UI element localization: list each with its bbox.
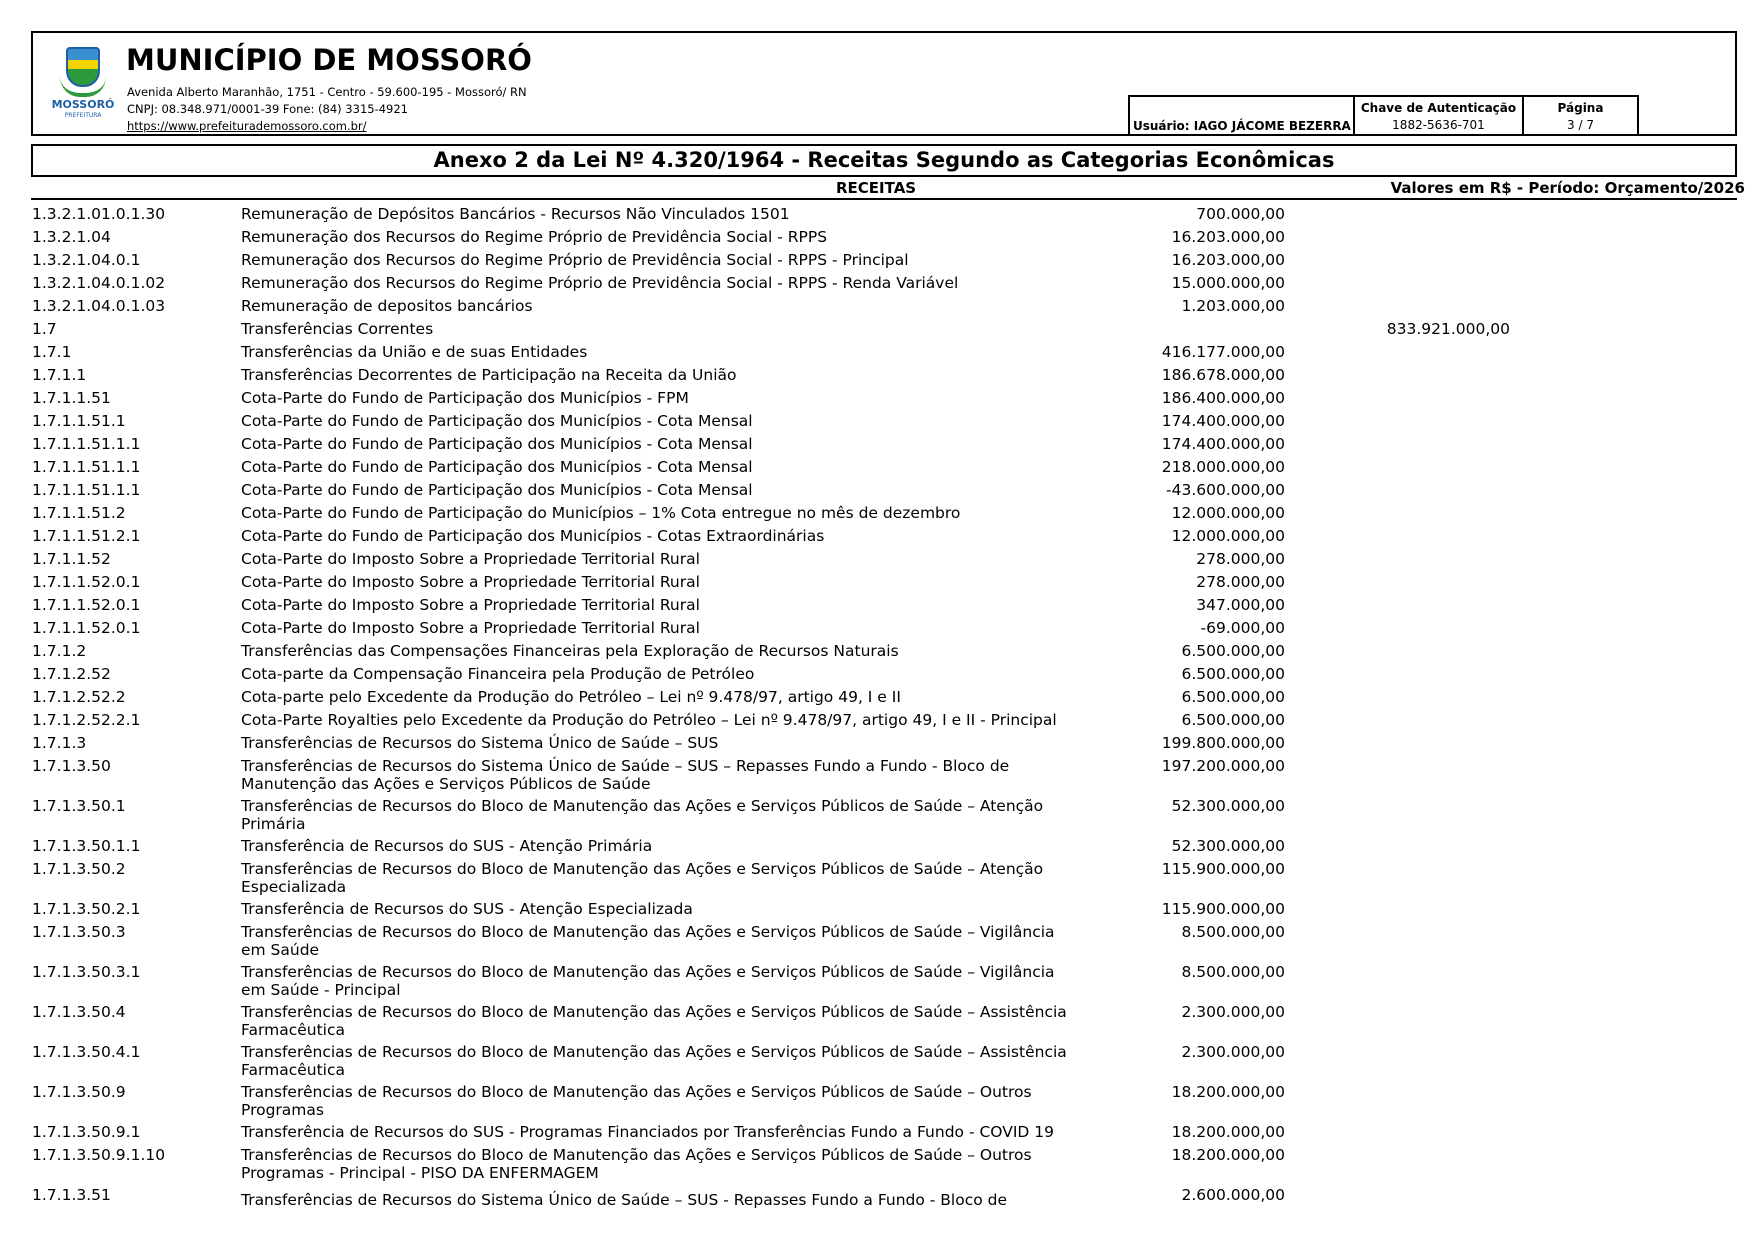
row-description: Transferências de Recursos do Bloco de Manutenção das Ações e Serviços Públicos de Saúde – Assistência Farmacêutica	[241, 1043, 1067, 1079]
table-row	[0, 640, 1755, 663]
row-code: 1.7.1.2	[32, 642, 87, 660]
table-row	[0, 341, 1755, 364]
table-row	[0, 1144, 1755, 1184]
row-code: 1.7.1.1.52.0.1	[32, 596, 141, 614]
auth-key-label: Chave de Autenticação	[1360, 101, 1517, 115]
row-value: 6.500.000,00	[1181, 688, 1285, 706]
row-description: Transferências de Recursos do Bloco de Manutenção das Ações e Serviços Públicos de Saúde – Outros Programas	[241, 1083, 1032, 1119]
row-description: Transferências da União e de suas Entidades	[241, 343, 588, 361]
row-value: 2.300.000,00	[1181, 1043, 1285, 1061]
row-value: 197.200.000,00	[1161, 757, 1285, 775]
website-link[interactable]: https://www.prefeiturademossoro.com.br/	[127, 119, 367, 133]
table-row	[0, 364, 1755, 387]
row-code: 1.7.1.3.50	[32, 757, 111, 775]
table-row	[0, 795, 1755, 835]
table-row	[0, 410, 1755, 433]
row-code: 1.7.1.3.50.4.1	[32, 1043, 141, 1061]
row-description: Cota-Parte do Imposto Sobre a Propriedade Territorial Rural	[241, 573, 700, 591]
table-row	[0, 732, 1755, 755]
row-code: 1.7.1.1.52	[32, 550, 111, 568]
row-value: 8.500.000,00	[1181, 923, 1285, 941]
row-description: Transferência de Recursos do SUS - Programas Financiados por Transferências Fundo a Fundo - COVID 19	[241, 1123, 1054, 1141]
table-row	[0, 249, 1755, 272]
row-code: 1.3.2.1.01.0.1.30	[32, 205, 166, 223]
row-value: -43.600.000,00	[1166, 481, 1285, 499]
row-description: Transferências de Recursos do Bloco de Manutenção das Ações e Serviços Públicos de Saúde – Assistência Farmacêutica	[241, 1003, 1067, 1039]
row-value: 6.500.000,00	[1181, 665, 1285, 683]
row-value: 186.400.000,00	[1161, 389, 1285, 407]
row-description: Remuneração dos Recursos do Regime Próprio de Previdência Social - RPPS - Principal	[241, 251, 909, 269]
row-value: 700.000,00	[1196, 205, 1285, 223]
row-value: 2.300.000,00	[1181, 1003, 1285, 1021]
row-code: 1.3.2.1.04	[32, 228, 111, 246]
row-code: 1.7.1.3.50.9	[32, 1083, 126, 1101]
row-value: 174.400.000,00	[1161, 412, 1285, 430]
row-description: Transferências Decorrentes de Participação na Receita da União	[241, 366, 737, 384]
row-description: Transferências de Recursos do Bloco de Manutenção das Ações e Serviços Públicos de Saúde – Vigilância em Saúde - Principal	[241, 963, 1055, 999]
logo-subtitle: PREFEITURA	[64, 112, 102, 119]
row-description: Remuneração dos Recursos do Regime Próprio de Previdência Social - RPPS	[241, 228, 828, 246]
revenue-table	[0, 203, 1755, 1207]
row-code: 1.7.1.3	[32, 734, 87, 752]
row-value: 278.000,00	[1196, 550, 1285, 568]
row-description: Transferências de Recursos do Bloco de Manutenção das Ações e Serviços Públicos de Saúde – Atenção Primária	[241, 797, 1044, 833]
row-value: -69.000,00	[1200, 619, 1285, 637]
row-value: 186.678.000,00	[1161, 366, 1285, 384]
table-row	[0, 525, 1755, 548]
table-row	[0, 1001, 1755, 1041]
row-code: 1.7.1.1	[32, 366, 87, 384]
row-value: 115.900.000,00	[1161, 900, 1285, 918]
row-code: 1.7.1.1.51.1.1	[32, 481, 141, 499]
table-row	[0, 502, 1755, 525]
row-code: 1.7.1.2.52	[32, 665, 111, 683]
row-description: Cota-Parte do Fundo de Participação dos Municípios - Cotas Extraordinárias	[241, 527, 825, 545]
table-row	[0, 272, 1755, 295]
cnpj-phone: CNPJ: 08.348.971/0001-39 Fone: (84) 3315-4921	[127, 102, 408, 116]
municipality-name: MUNICÍPIO DE MOSSORÓ	[126, 43, 532, 77]
column-values: Valores em R$ - Período: Orçamento/2026	[1390, 179, 1745, 197]
row-value: 416.177.000,00	[1161, 343, 1285, 361]
row-code: 1.7.1.3.51	[32, 1186, 111, 1204]
table-row	[0, 1041, 1755, 1081]
row-code: 1.7.1.3.50.1.1	[32, 837, 141, 855]
table-row	[0, 433, 1755, 456]
row-description: Transferências de Recursos do Bloco de Manutenção das Ações e Serviços Públicos de Saúde – Outros Programas - Principal - PISO DA ENFERMAGEM	[241, 1146, 1032, 1182]
table-row	[0, 318, 1755, 341]
column-header	[31, 178, 1745, 200]
row-code: 1.3.2.1.04.0.1.02	[32, 274, 166, 292]
table-row	[0, 1081, 1755, 1121]
row-code: 1.7.1.1.52.0.1	[32, 619, 141, 637]
row-code: 1.7.1.1.51	[32, 389, 111, 407]
row-code: 1.7.1.3.50.9.1.10	[32, 1146, 166, 1164]
row-value: 174.400.000,00	[1161, 435, 1285, 453]
table-row	[0, 755, 1755, 795]
report-title: Anexo 2 da Lei Nº 4.320/1964 - Receitas Segundo as Categorias Econômicas	[31, 144, 1737, 177]
row-code: 1.3.2.1.04.0.1.03	[32, 297, 166, 315]
row-code: 1.7.1.1.51.1	[32, 412, 126, 430]
row-description: Cota-parte da Compensação Financeira pela Produção de Petróleo	[241, 665, 755, 683]
table-row	[0, 594, 1755, 617]
row-description: Cota-Parte do Imposto Sobre a Propriedade Territorial Rural	[241, 596, 700, 614]
row-description: Transferências de Recursos do Sistema Único de Saúde – SUS	[241, 734, 719, 752]
row-code: 1.7.1.1.51.2	[32, 504, 126, 522]
row-code: 1.7.1.3.50.4	[32, 1003, 126, 1021]
row-value: 18.200.000,00	[1171, 1123, 1285, 1141]
auth-key-value: 1882-5636-701	[1392, 118, 1485, 132]
row-code: 1.7.1.2.52.2	[32, 688, 126, 706]
row-description: Cota-Parte do Imposto Sobre a Propriedade Territorial Rural	[241, 550, 700, 568]
row-description: Cota-Parte do Fundo de Participação dos Municípios - FPM	[241, 389, 689, 407]
row-description: Transferências Correntes	[241, 320, 434, 338]
row-description: Cota-Parte do Fundo de Participação do Municípios – 1% Cota entregue no mês de dezembro	[241, 504, 961, 522]
user-name: Usuário: IAGO JÁCOME BEZERRA	[1133, 119, 1351, 133]
row-code: 1.7.1.3.50.2.1	[32, 900, 141, 918]
table-row	[0, 686, 1755, 709]
page-number: 3 / 7	[1567, 118, 1594, 132]
row-code: 1.7.1	[32, 343, 72, 361]
table-row	[0, 617, 1755, 640]
row-description: Remuneração dos Recursos do Regime Próprio de Previdência Social - RPPS - Renda Variável	[241, 274, 959, 292]
row-value: 52.300.000,00	[1171, 797, 1285, 815]
row-total: 833.921.000,00	[1386, 320, 1510, 338]
row-description: Cota-Parte do Fundo de Participação dos Municípios - Cota Mensal	[241, 458, 753, 476]
table-row	[0, 295, 1755, 318]
row-description: Transferências de Recursos do Bloco de Manutenção das Ações e Serviços Públicos de Saúde – Vigilância em Saúde	[241, 923, 1055, 959]
row-description: Cota-parte pelo Excedente da Produção do Petróleo – Lei nº 9.478/97, artigo 49, I e II	[241, 688, 901, 706]
row-value: 16.203.000,00	[1171, 228, 1285, 246]
page-box	[1522, 95, 1639, 136]
row-description: Transferências de Recursos do Sistema Único de Saúde – SUS – Repasses Fundo a Fundo - Bloco de Manutenção das Ações e Serviços Públicos de Saúde	[241, 757, 1010, 793]
table-row	[0, 1121, 1755, 1144]
table-row	[0, 898, 1755, 921]
table-row	[0, 961, 1755, 1001]
row-description: Cota-Parte do Fundo de Participação dos Municípios - Cota Mensal	[241, 412, 753, 430]
row-value: 1.203.000,00	[1181, 297, 1285, 315]
row-value: 278.000,00	[1196, 573, 1285, 591]
row-value: 6.500.000,00	[1181, 711, 1285, 729]
row-description: Cota-Parte do Fundo de Participação dos Municípios - Cota Mensal	[241, 435, 753, 453]
row-code: 1.7.1.1.51.1.1	[32, 435, 141, 453]
row-description: Transferência de Recursos do SUS - Atenção Primária	[241, 837, 653, 855]
table-row	[0, 663, 1755, 686]
table-row	[0, 921, 1755, 961]
page-label: Página	[1557, 101, 1604, 115]
row-code: 1.7	[32, 320, 57, 338]
row-value: 115.900.000,00	[1161, 860, 1285, 878]
user-box	[1128, 95, 1353, 136]
table-row	[0, 456, 1755, 479]
row-code: 1.7.1.3.50.1	[32, 797, 126, 815]
row-value: 12.000.000,00	[1171, 504, 1285, 522]
row-value: 18.200.000,00	[1171, 1083, 1285, 1101]
row-value: 6.500.000,00	[1181, 642, 1285, 660]
row-description: Cota-Parte Royalties pelo Excedente da Produção do Petróleo – Lei nº 9.478/97, artigo 49, I e II - Principal	[241, 711, 1057, 729]
row-description: Transferência de Recursos do SUS - Atenção Especializada	[241, 900, 693, 918]
row-value: 15.000.000,00	[1171, 274, 1285, 292]
row-value: 8.500.000,00	[1181, 963, 1285, 981]
row-description: Remuneração de Depósitos Bancários - Recursos Não Vinculados 1501	[241, 205, 790, 223]
logo-name: MOSSORÓ	[51, 98, 115, 111]
row-description: Cota-Parte do Imposto Sobre a Propriedade Territorial Rural	[241, 619, 700, 637]
row-value: 199.800.000,00	[1161, 734, 1285, 752]
row-code: 1.7.1.3.50.9.1	[32, 1123, 141, 1141]
row-code: 1.7.1.3.50.3.1	[32, 963, 141, 981]
table-row	[0, 858, 1755, 898]
document-header	[31, 31, 1737, 136]
wreath-icon	[60, 77, 106, 97]
municipality-logo	[50, 47, 116, 125]
row-value: 218.000.000,00	[1161, 458, 1285, 476]
row-code: 1.7.1.1.51.2.1	[32, 527, 141, 545]
row-value: 18.200.000,00	[1171, 1146, 1285, 1164]
row-value: 16.203.000,00	[1171, 251, 1285, 269]
row-description: Transferências de Recursos do Sistema Único de Saúde – SUS - Repasses Fundo a Fundo - Bloco de	[241, 1191, 1008, 1209]
row-code: 1.7.1.2.52.2.1	[32, 711, 141, 729]
row-value: 2.600.000,00	[1181, 1186, 1285, 1204]
table-row	[0, 226, 1755, 249]
table-row	[0, 709, 1755, 732]
row-value: 347.000,00	[1196, 596, 1285, 614]
row-value: 12.000.000,00	[1171, 527, 1285, 545]
row-code: 1.7.1.1.51.1.1	[32, 458, 141, 476]
row-description: Cota-Parte do Fundo de Participação dos Municípios - Cota Mensal	[241, 481, 753, 499]
row-value: 52.300.000,00	[1171, 837, 1285, 855]
row-code: 1.7.1.3.50.3	[32, 923, 126, 941]
row-code: 1.7.1.1.52.0.1	[32, 573, 141, 591]
auth-key-box	[1353, 95, 1522, 136]
row-code: 1.3.2.1.04.0.1	[32, 251, 141, 269]
row-description: Transferências de Recursos do Bloco de Manutenção das Ações e Serviços Públicos de Saúde – Atenção Especializada	[241, 860, 1044, 896]
table-row	[0, 387, 1755, 410]
address: Avenida Alberto Maranhão, 1751 - Centro - 59.600-195 - Mossoró/ RN	[127, 85, 527, 99]
table-row	[0, 571, 1755, 594]
table-row	[0, 1184, 1755, 1207]
row-description: Remuneração de depositos bancários	[241, 297, 533, 315]
table-row	[0, 203, 1755, 226]
row-description: Transferências das Compensações Financeiras pela Exploração de Recursos Naturais	[241, 642, 899, 660]
table-row	[0, 479, 1755, 502]
table-row	[0, 548, 1755, 571]
table-row	[0, 835, 1755, 858]
row-code: 1.7.1.3.50.2	[32, 860, 126, 878]
column-receitas: RECEITAS	[836, 179, 917, 197]
